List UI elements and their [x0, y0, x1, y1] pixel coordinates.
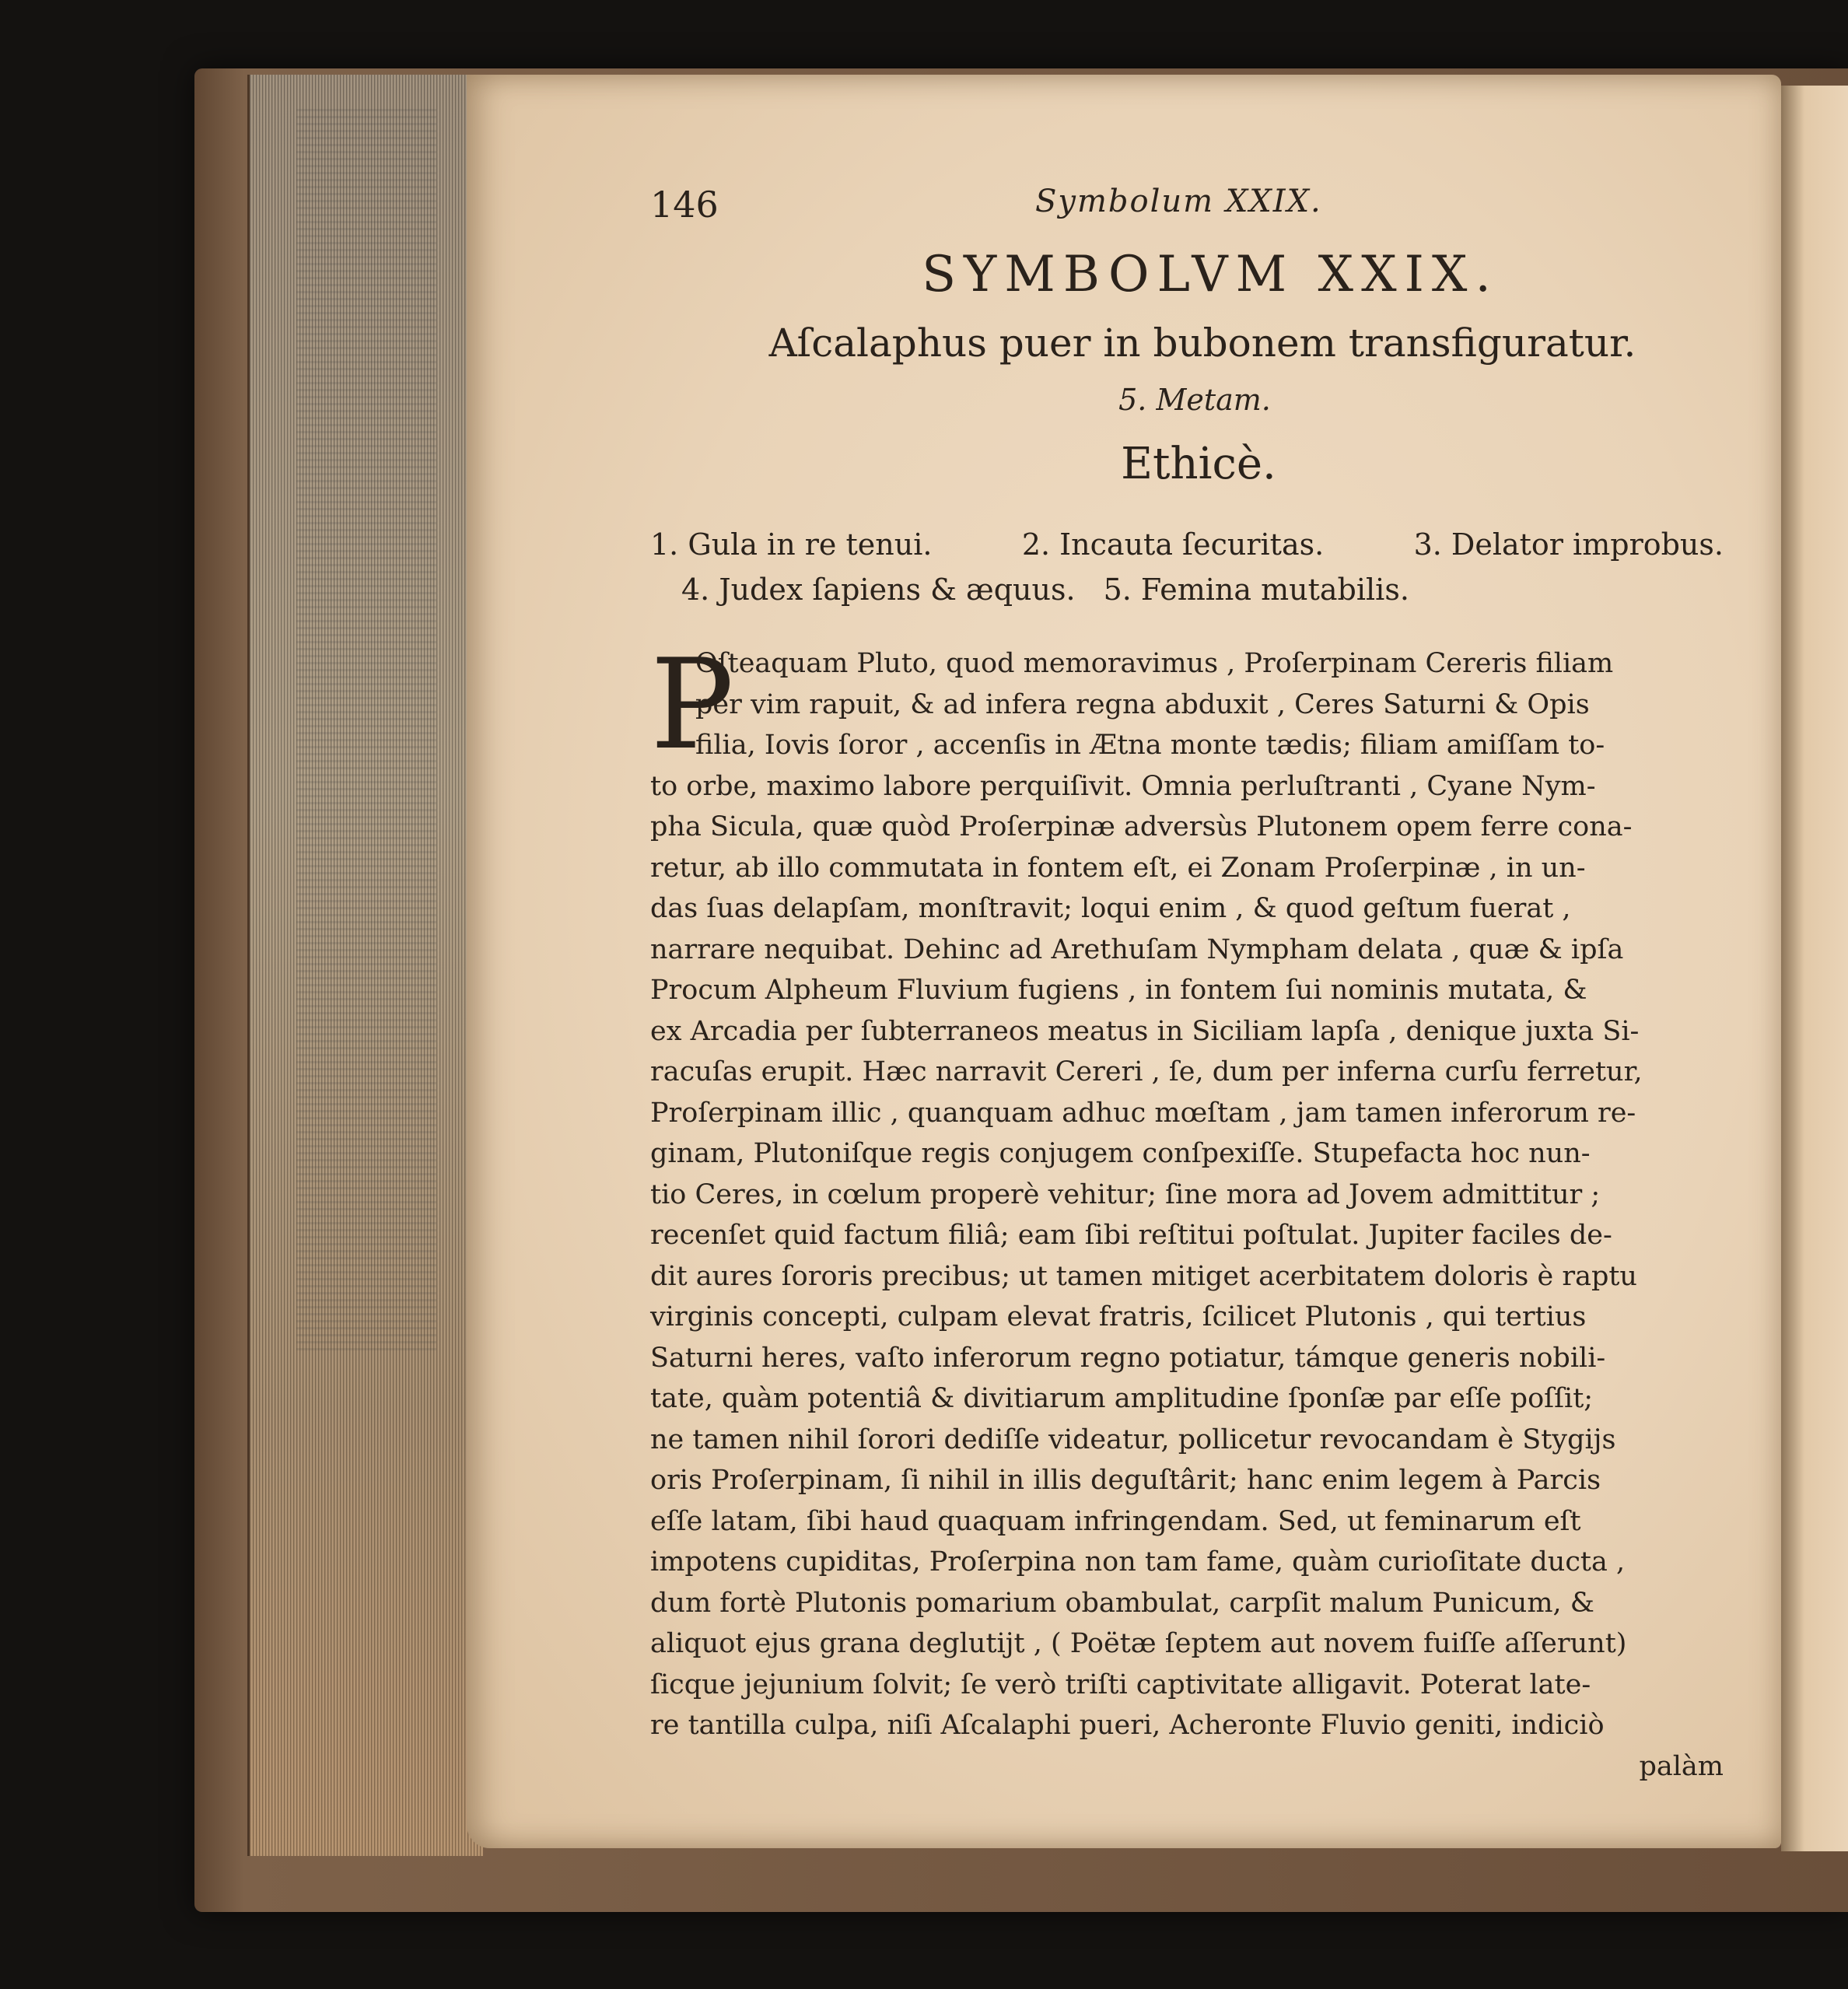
body-line: Oſteaquam Pluto, quod memoravimus , Proſerpinam Cereris filiam [695, 648, 1614, 679]
body-line: eſſe latam, ſibi haud quaquam infringendam. Sed, ut feminarum eſt [650, 1505, 1581, 1537]
body-line: aliquot ejus grana deglutijt , ( Poëtæ ſeptem aut novem fuiſſe aſſerunt) [650, 1628, 1627, 1659]
body-line: retur, ab illo commutata in fontem eſt, ei Zonam Proſerpinæ , in un- [650, 852, 1586, 884]
body-line: racuſas erupit. Hæc narravit Cereri , ſe, dum per inferna curſu ferretur, [650, 1056, 1643, 1087]
symbol-title: SYMBOLVM XXIX. [922, 246, 1499, 303]
body-line: Proſerpinam illic , quanquam adhuc mœſtam , jam tamen inferorum re- [650, 1097, 1636, 1129]
ethic-item: 1. Gula in re tenui. [650, 527, 933, 562]
source-reference: 5. Metam. [1118, 383, 1271, 417]
body-text [650, 632, 1724, 1787]
body-line: impotens cupiditas, Proſerpina non tam fame, quàm curioſitate ducta , [650, 1546, 1626, 1578]
running-head [650, 184, 1724, 238]
drop-cap-lines [695, 643, 1724, 766]
running-title: Symbolum XXIX. [1035, 184, 1322, 219]
body-line: Procum Alpheum Fluvium fugiens , in fontem ſui nominis mutata, & [650, 975, 1587, 1006]
page-text-block [650, 184, 1724, 1787]
facing-page-edge [1781, 86, 1848, 1851]
body-line: tio Ceres, in cœlum properè vehitur; ſine mora ad Jovem admittitur ; [650, 1178, 1601, 1210]
body-line: ginam, Plutoniſque regis conjugem conſpexiſſe. Stupefacta hoc nun- [650, 1138, 1591, 1169]
body-line: per vim rapuit, & ad infera regna abduxit , Ceres Saturni & Opis [695, 688, 1590, 720]
body-line: Saturni heres, vaſto inferorum regno potiatur, támque generis nobili- [650, 1342, 1606, 1374]
body-line: oris Proſerpinam, ſi nihil in illis deguſtârit; hanc enim legem à Parcis [650, 1465, 1601, 1496]
body-line: tate, quàm potentiâ & divitiarum amplitudine ſponſæ par eſſe poſſit; [650, 1383, 1594, 1414]
body-line: ne tamen nihil ſorori dediſſe videatur, pollicetur revocandam è Stygijs [650, 1423, 1616, 1455]
section-heading: Ethicè. [1121, 439, 1276, 489]
symbol-subtitle: Aſcalaphus puer in bubonem transfiguratur. [768, 320, 1636, 366]
body-line: re tantilla culpa, niſi Aſcalaphi pueri, Acheronte Fluvio geniti, indiciò [650, 1710, 1605, 1741]
catchword: palàm [1639, 1750, 1724, 1782]
body-line: filia, Iovis ſoror , accenſis in Ætna monte tædis; filiam amiſſam to- [695, 730, 1605, 761]
ethic-item: 2. Incauta ſecuritas. [1021, 527, 1325, 562]
ethic-item: 5. Femina mutabilis. [1103, 573, 1409, 607]
body-line: to orbe, maximo labore perquiſivit. Omnia perluſtranti , Cyane Nym- [650, 770, 1596, 802]
page-edges [247, 75, 483, 1856]
body-line: recenſet quid factum filiâ; eam ſibi reſtitui poſtulat. Jupiter faciles de- [650, 1220, 1612, 1251]
body-lines [650, 766, 1724, 1746]
body-line: narrare nequibat. Dehinc ad Arethuſam Nympham delata , quæ & ipſa [650, 933, 1624, 965]
ethic-list-row [650, 522, 1724, 567]
ethic-list [650, 522, 1724, 612]
body-line: virginis concepti, culpam elevat fratris, ſcilicet Plutonis , qui tertius [650, 1301, 1587, 1332]
ethic-item: 4. Judex ſapiens & æquus. [681, 573, 1076, 607]
page-number: 146 [650, 184, 719, 226]
body-line: pha Sicula, quæ quòd Proſerpinæ adversùs Plutonem opem ferre cona- [650, 811, 1633, 842]
body-line: das ſuas delapſam, monſtravit; loqui enim , & quod geſtum fuerat , [650, 893, 1571, 924]
body-line: ſicque jejunium ſolvit; ſe verò triſti captivitate alligavit. Poterat late- [650, 1669, 1591, 1700]
body-line: dum fortè Plutonis pomarium obambulat, carpſit malum Punicum, & [650, 1587, 1594, 1619]
drop-cap: P [650, 632, 734, 777]
body-line: dit aures ſororis precibus; ut tamen mitiget acerbitatem doloris è raptu [650, 1260, 1637, 1292]
ethic-item: 3. Delator improbus. [1413, 527, 1724, 562]
ethic-list-row [650, 567, 1724, 612]
body-line: ex Arcadia per ſubterraneos meatus in Siciliam lapſa , denique juxta Si- [650, 1015, 1640, 1047]
